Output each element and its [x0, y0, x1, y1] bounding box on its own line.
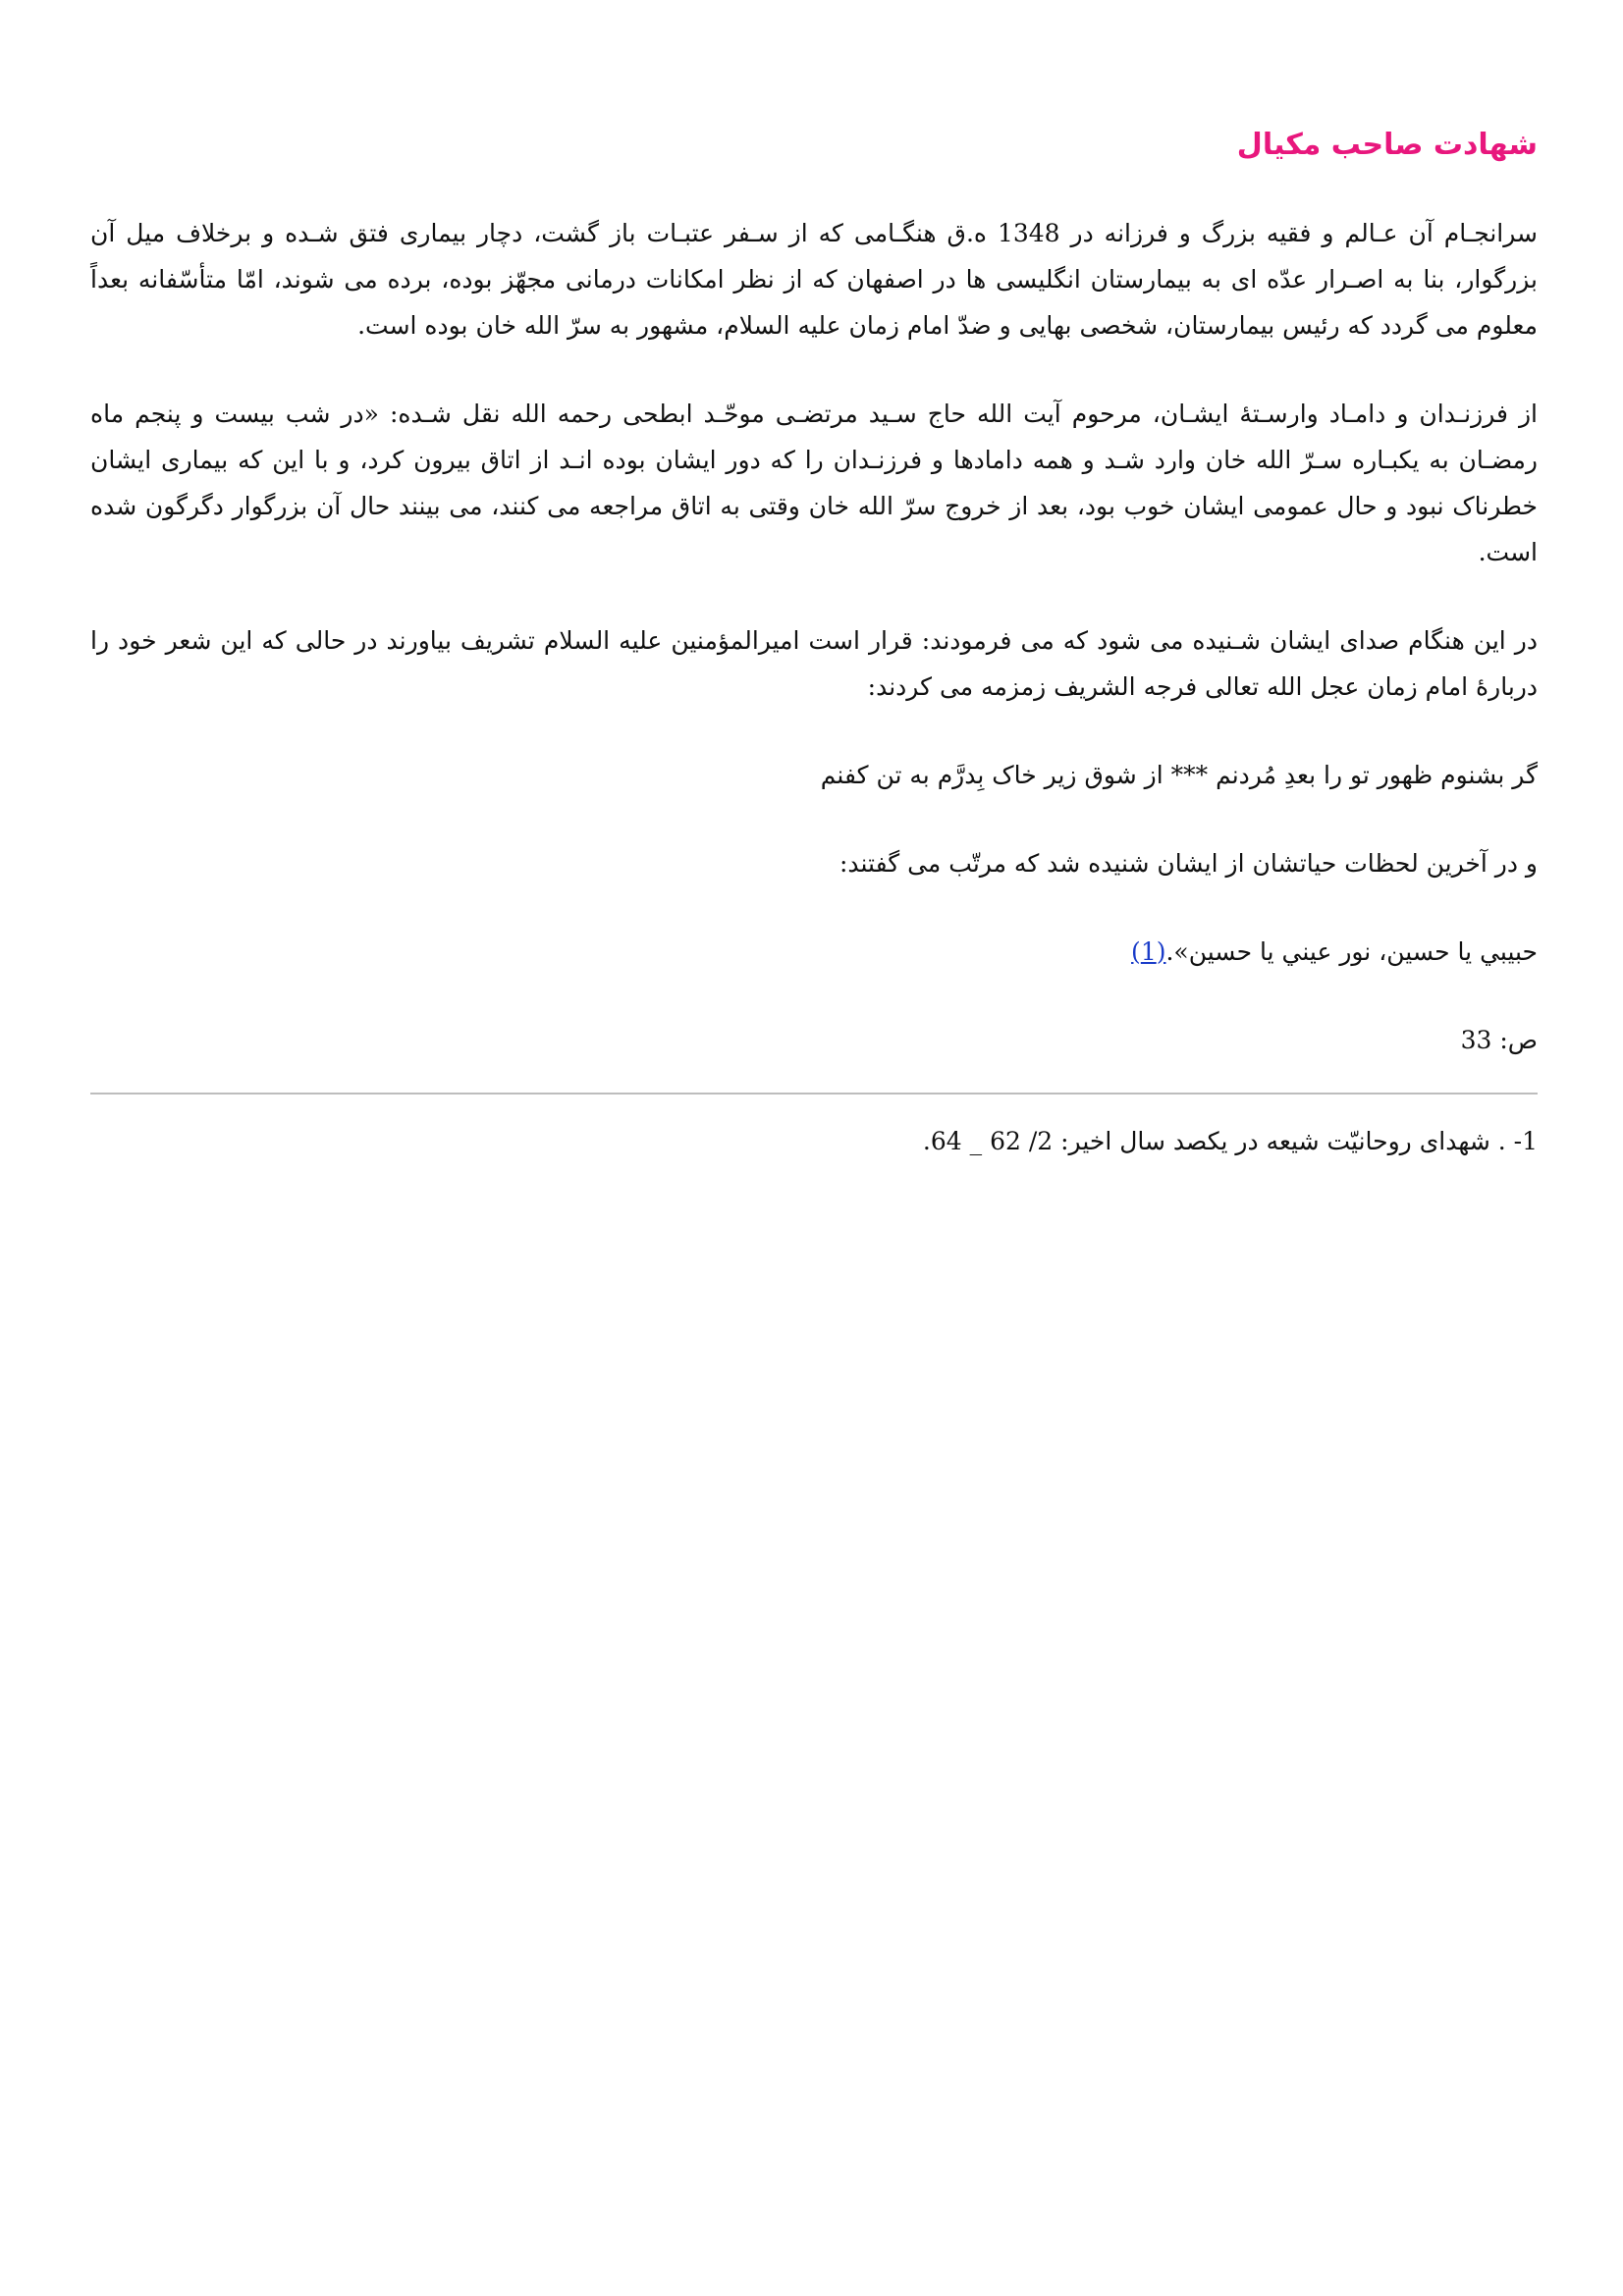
footnote-divider — [90, 1093, 1538, 1095]
section-heading: شهادت صاحب مکیال — [1236, 128, 1538, 162]
poem-verse: گر بشنوم ظهور تو را بعدِ مُردنم *** از شوق زیر خاک بِدرَّم به تن کفنم — [820, 761, 1538, 789]
last-words-text: حبيبي يا حسين، نور عيني يا حسين». — [1165, 937, 1538, 966]
footnote-text: 1- . شهدای روحانیّت شیعه در یکصد سال اخیر: 2/ 62 _ 64. — [922, 1127, 1538, 1155]
last-words-line — [90, 929, 1538, 975]
page-number: ص: 33 — [1460, 1026, 1538, 1054]
paragraph-intro: سرانجـام آن عـالم و فقیه بزرگ و فرزانه در 1348 ه.ق هنگـامی که از سـفر عتبـات باز گشت، دچار بیماری فتق شـده و برخلاف میل آن بزرگوار، بنا به اصـرار عدّه ای به بیمارستان انگلیسی ها در اصفهان که از نظر امکانات درمانی مجهّز بوده، برده می شوند، امّا متأسّفانه بعداً معلوم می گردد که رئیس بیمارستان، شخصی بهایی و ضدّ امام زمان علیه السلام، مشهور به سرّ الله خان بوده است. — [90, 219, 1538, 340]
last-words-intro: و در آخرین لحظات حیاتشان از ایشان شنیده شد که مرتّب می گفتند: — [839, 849, 1538, 878]
footnote-reference-link[interactable]: (1) — [1131, 937, 1166, 966]
paragraph-final-moments: در این هنگام صدای ایشان شـنیده می شود که می فرمودند: قرار است امیرالمؤمنین علیه السلام تشریف بیاورند در حالی که این شعر خود را دربارهٔ امام زمان عجل الله تعالی فرجه الشریف زمزمه می کردند: — [90, 626, 1538, 701]
document-page — [90, 116, 1538, 1164]
paragraph-narration: از فرزنـدان و دامـاد وارسـتهٔ ایشـان، مرحوم آیت الله حاج سـید مرتضـی موحّـد ابطحی رحمه الله نقل شـده: «در شب بیست و پنجم ماه رمضـان به یکبـاره سـرّ الله خان وارد شـد و همه دامادها و فرزنـدان را که دور ایشان بوده انـد از اتاق بیرون کرد، و با این که بیماری ایشان خطرناک نبود و حال عمومی ایشان خوب بود، بعد از خروج سرّ الله خان وقتی به اتاق مراجعه می کنند، می بینند حال آن بزرگوار دگرگون شده است. — [90, 400, 1538, 566]
